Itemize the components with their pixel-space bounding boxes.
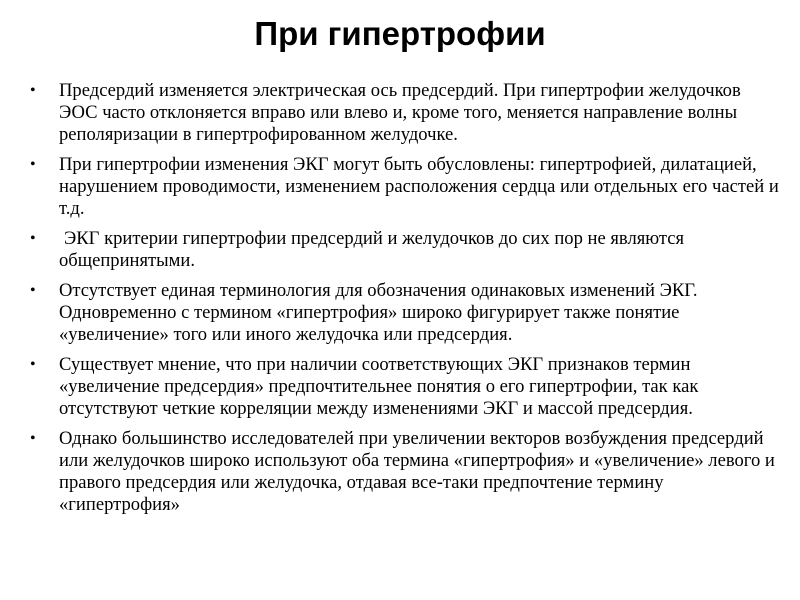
bullet-dot-icon: • (30, 356, 36, 373)
bullet-text: Существует мнение, что при наличии соответствующих ЭКГ признаков термин «увеличение предсердия» предпочтительнее понятия о его гипертрофии, так как отсутствуют четкие корреляции между изменениями ЭКГ и массой предсердия. (59, 354, 699, 419)
bullet-text: Однако большинство исследователей при увеличении векторов возбуждения предсердий или желудочков широко используют оба термина «гипертрофия» и «увеличение» левого и правого предсердия или желудочка, отдавая все-таки предпочтение термину «гипертрофия» (59, 428, 775, 515)
bullet-item (28, 80, 780, 146)
bullet-item (28, 280, 780, 346)
bullet-text: При гипертрофии изменения ЭКГ могут быть обусловлены: гипертрофией, дилатацией, нарушением проводимости, изменением расположения сердца или отдельных его частей и т.д. (59, 154, 779, 219)
bullet-item (28, 428, 780, 516)
bullet-list (28, 80, 780, 524)
bullet-dot-icon: • (30, 282, 36, 299)
bullet-text: Отсутствует единая терминология для обозначения одинаковых изменений ЭКГ. Одновременно с термином «гипертрофия» широко фигурирует также понятие «увеличение» того или иного желудочка или предсердия. (59, 280, 698, 345)
bullet-dot-icon: • (30, 82, 36, 99)
bullet-text: ЭКГ критерии гипертрофии предсердий и желудочков до сих пор не являются общепринятыми. (59, 228, 685, 271)
bullet-dot-icon: • (30, 430, 36, 447)
bullet-text: Предсердий изменяется электрическая ось предсердий. При гипертрофии желудочков ЭОС часто отклоняется вправо или влево и, кроме того, меняется направление волны реполяризации в гипертрофированном желудочке. (59, 80, 741, 145)
bullet-item (28, 154, 780, 220)
bullet-dot-icon: • (30, 156, 36, 173)
bullet-item (28, 228, 780, 272)
bullet-dot-icon: • (30, 230, 36, 247)
bullet-item (28, 354, 780, 420)
slide-title: При гипертрофии (254, 15, 546, 52)
